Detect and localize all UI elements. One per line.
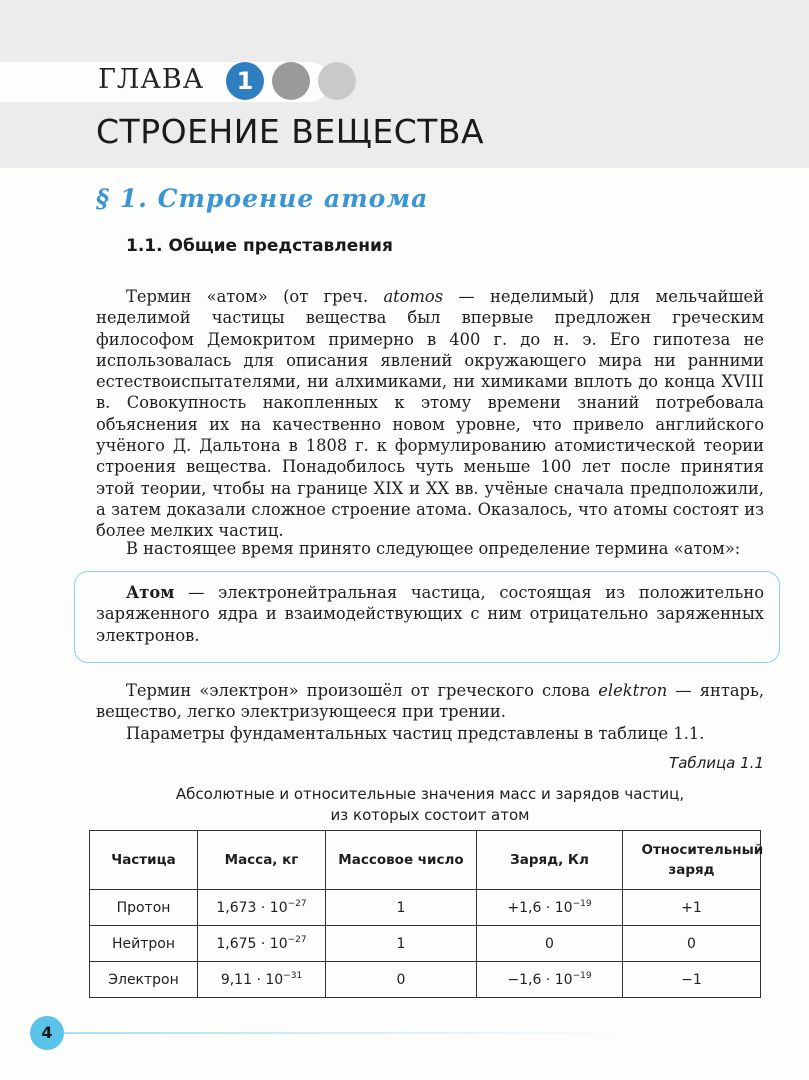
- table-title-line: Абсолютные и относительные значения масс и зарядов частиц,: [175, 785, 685, 803]
- subsection-title: 1.1. Общие представления: [126, 236, 393, 256]
- greek-term: elektron: [598, 681, 668, 700]
- cell-mass: [198, 926, 326, 962]
- cell-charge: [477, 962, 623, 998]
- greek-term: atomos: [383, 287, 444, 306]
- charge-exponent: −19: [572, 898, 592, 909]
- header-mass-number: Массовое число: [326, 831, 477, 890]
- paragraph-table-reference: Параметры фундаментальных частиц представлены в таблице 1.1.: [126, 724, 705, 743]
- mass-mantissa: 1,675 · 10: [216, 935, 288, 952]
- header-mass: Масса, кг: [198, 831, 326, 890]
- paragraph-text: — янтарь, вещество, легко электризующееся при трении.: [96, 681, 764, 722]
- paragraph-text: Термин «электрон» произошёл от греческого слова: [126, 681, 599, 700]
- cell-relative-charge: −1: [623, 962, 761, 998]
- charge-exponent: −19: [572, 970, 592, 981]
- charge-mantissa: −1,6 · 10: [507, 971, 573, 988]
- table-title-line: из которых состоит атом: [330, 806, 530, 824]
- mass-mantissa: 9,11 · 10: [220, 971, 284, 988]
- table-row: [90, 926, 761, 962]
- table-row: [90, 962, 761, 998]
- cell-mass-number: 1: [326, 926, 477, 962]
- footer-rule: [64, 1032, 624, 1034]
- paragraph-electron-etymology: [96, 680, 764, 723]
- paragraph-definition-intro: В настоящее время принято следующее определение термина «атом»:: [126, 539, 741, 558]
- section-title: § 1. Строение атома: [96, 184, 429, 213]
- definition-body: — электронейтральная частица, состоящая из положительно заряженного ядра и взаимодействующих с ним отрицательно заряженных электронов.: [96, 583, 764, 645]
- paragraph-text: Термин «атом» (от греч.: [126, 287, 384, 306]
- mass-exponent: −27: [287, 934, 307, 945]
- header-relative-charge-label: Относительный заряд: [641, 842, 764, 878]
- cell-relative-charge: 0: [623, 926, 761, 962]
- chapter-title: СТРОЕНИЕ ВЕЩЕСТВА: [96, 112, 485, 151]
- cell-mass: [198, 890, 326, 926]
- cell-charge: [477, 926, 623, 962]
- definition-text: [96, 582, 764, 646]
- cell-particle: Электрон: [90, 962, 198, 998]
- paragraph-atom-history: [96, 286, 764, 542]
- cell-mass: [198, 962, 326, 998]
- cell-particle: Протон: [90, 890, 198, 926]
- chapter-dot-3: [318, 62, 356, 100]
- table-caption: Таблица 1.1: [669, 754, 764, 772]
- particles-table: [89, 830, 764, 998]
- page-number-badge: 4: [30, 1016, 64, 1050]
- mass-mantissa: 1,673 · 10: [216, 899, 288, 916]
- header-particle: Частица: [90, 831, 198, 890]
- chapter-dot-2: [272, 62, 310, 100]
- header-charge: Заряд, Кл: [477, 831, 623, 890]
- header-relative-charge: [623, 831, 764, 890]
- cell-mass-number: 0: [326, 962, 477, 998]
- cell-particle: Нейтрон: [90, 926, 198, 962]
- mass-exponent: −31: [283, 970, 303, 981]
- chapter-number-badge: 1: [226, 62, 264, 100]
- mass-exponent: −27: [287, 898, 307, 909]
- chapter-label: ГЛАВА: [98, 64, 205, 95]
- cell-charge: [477, 890, 623, 926]
- cell-relative-charge: +1: [623, 890, 761, 926]
- table-title: [96, 784, 764, 826]
- definition-term: Атом: [126, 583, 175, 602]
- table-row: [90, 890, 761, 926]
- charge-mantissa: 0: [545, 935, 554, 952]
- paragraph-text: — неделимый) для мельчайшей неделимой частицы вещества был впервые предложен греческим философом Демокритом примерно в 400 г. до н. э. Его гипотеза не использовалась для описания явлений окружающего мира ни ранними естествоиспытателями, ни алхимиками, ни химиками вплоть до конца XVIII в. Совокупность накопленных к этому времени знаний потребовала объяснения их на качественно новом уровне, что привело английского учёного Д. Дальтона в 1808 г. к формулированию атомистической теории строения вещества. Понадобилось чуть меньше 100 лет после принятия этой теории, чтобы на границе XIX и XX вв. учёные сначала предположили, а затем доказали сложное строение атома. Оказалось, что атомы состоят из более мелких частиц.: [96, 287, 764, 541]
- cell-mass-number: 1: [326, 890, 477, 926]
- charge-mantissa: +1,6 · 10: [507, 899, 573, 916]
- table-header-row: [90, 831, 761, 890]
